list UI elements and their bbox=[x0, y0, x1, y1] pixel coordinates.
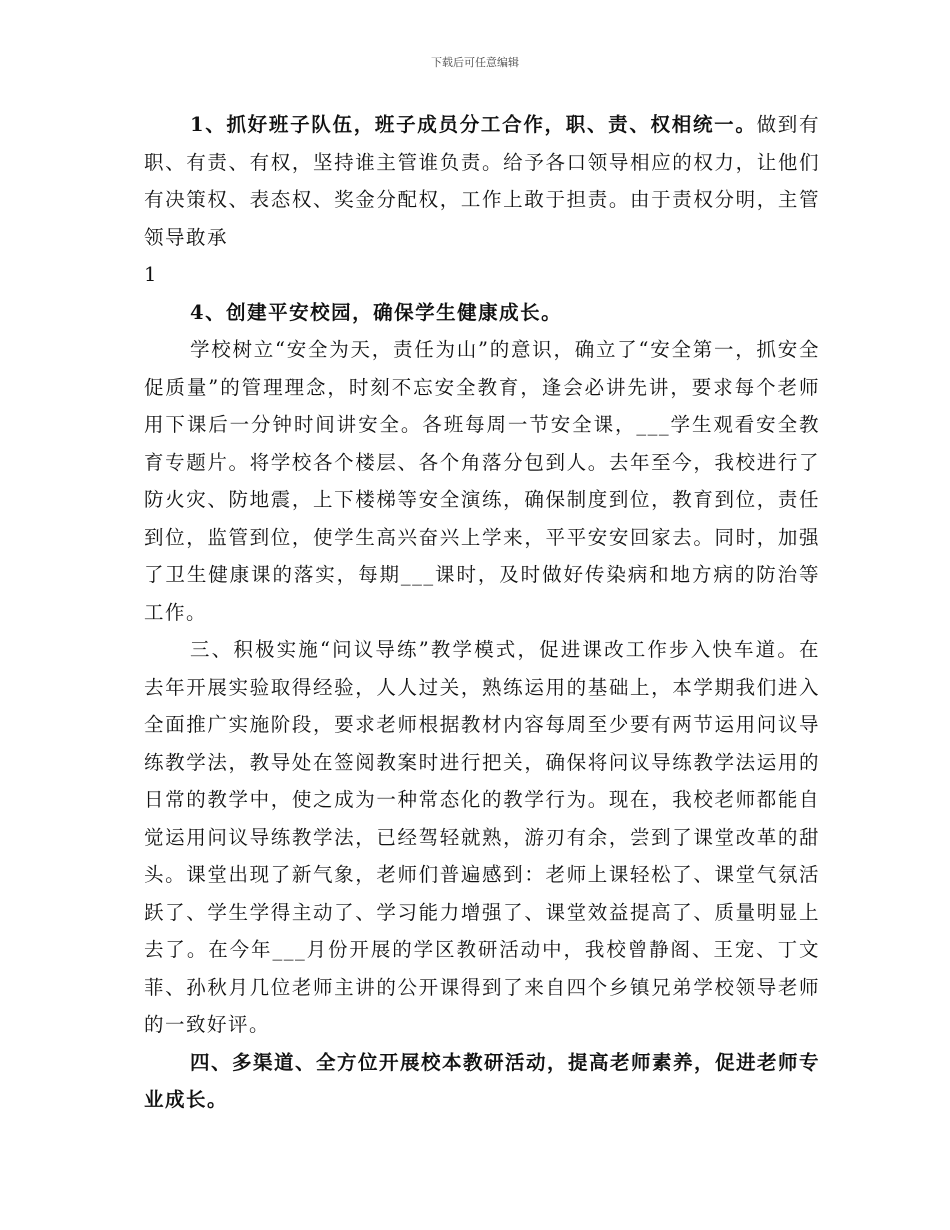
paragraph-teaching-model: 三、积极实施“问议导练”教学模式，促进课改工作步入快车道。在去年开展实验取得经验，人人过关，熟练运用的基础上，本学期我们进入全面推广实施阶段，要求老师根据教材内容每周至少要有两节运用问议导练教学法，教导处在签阅教案时进行把关，确保将问议导练教学法运用的日常的教学中，使之成为一种常态化的教学行为。现在，我校老师都能自觉运用问议导练教学法，已经驾轻就熟，游刃有余，尝到了课堂改革的甜头。课堂出现了新气象，老师们普遍感到：老师上课轻松了、课堂气氛活跃了、学生学得主动了、学习能力增强了、课堂效益提高了、质量明显上去了。在今年___月份开展的学区教研活动中，我校曾静阁、王宠、丁文菲、孙秋月几位老师主讲的公开课得到了来自四个乡镇兄弟学校领导老师的一致好评。 bbox=[144, 638, 820, 1036]
heading-safe-campus: 4、创建平安校园，确保学生健康成长。 bbox=[190, 300, 563, 324]
page-header: 下载后可任意编辑 bbox=[431, 56, 519, 69]
paragraph-leadership bbox=[144, 106, 820, 256]
paragraph-leadership-text: 做到有职、有责、有权，坚持谁主管谁负责。给予各口领导相应的权力，让他们有决策权、表态权、奖金分配权，工作上敢于担责。由于责权分明，主管领导敢承 bbox=[144, 113, 820, 249]
page-number-marker: 1 bbox=[144, 263, 158, 286]
heading-school-research: 四、多渠道、全方位开展校本教研活动，提高老师素养，促进老师专业成长。 bbox=[144, 1050, 821, 1111]
paragraph-leadership-heading: 1、抓好班子队伍，班子成员分工合作，职、责、权相统一。 bbox=[190, 113, 757, 136]
document-body bbox=[144, 106, 820, 1119]
paragraph-safety: 学校树立“安全为天，责任为山”的意识，确立了“安全第一，抓安全促质量”的管理理念，时刻不忘安全教育，逢会必讲先讲，要求每个老师用下课后一分钟时间讲安全。各班每周一节安全课，___学生观看安全教育专题片。将学校各个楼层、各个角落分包到人。去年至今，我校进行了防火灾、防地震，上下楼梯等安全演练，确保制度到位，教育到位，责任到位，监管到位，使学生高兴奋兴上学来，平平安安回家去。同时，加强了卫生健康课的落实，每期___课时，及时做好传染病和地方病的防治等工作。 bbox=[144, 338, 820, 624]
